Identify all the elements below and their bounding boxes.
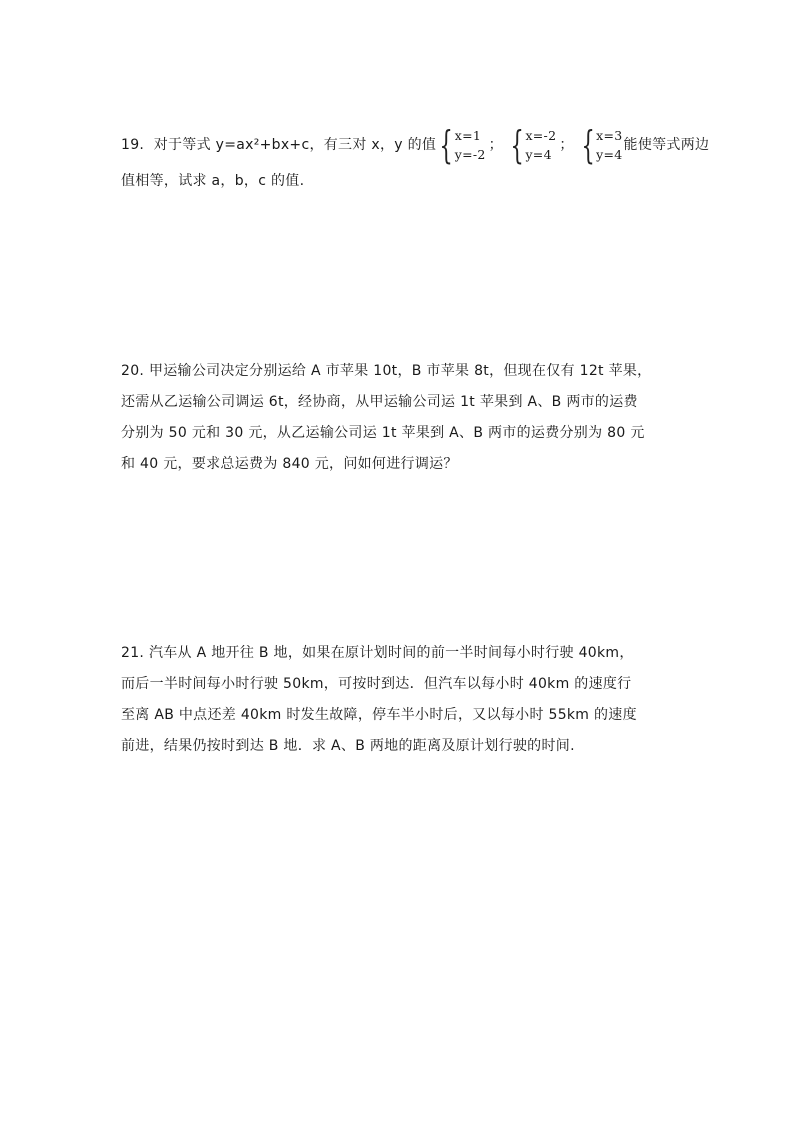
separator: ； xyxy=(488,137,503,153)
equation-system-1 xyxy=(437,123,486,167)
problem-19-intro: 对于等式 y=ax²+bx+c，有三对 x，y 的值 xyxy=(153,137,437,153)
system-3-y: y=4 xyxy=(596,147,623,162)
problem-21-line-2: 而后一半时间每小时行驶 50km，可按时到达．但汽车以每小时 40km 的速度行 xyxy=(121,676,632,692)
problem-21-line-1: 21. 汽车从 A 地开往 B 地，如果在原计划时间的前一半时间每小时行驶 40km， xyxy=(121,645,634,661)
problem-19-line-1 xyxy=(121,123,710,167)
system-3-x: x=3 xyxy=(596,128,623,143)
problem-20-line-2: 还需从乙运输公司调运 6t，经协商，从甲运输公司运 1t 苹果到 A、B 两市的运费 xyxy=(121,394,638,410)
problem-number: 19. xyxy=(121,137,145,153)
problem-19-line-2: 值相等，试求 a，b，c 的值. xyxy=(121,173,305,189)
problem-20-line-1: 20. 甲运输公司决定分别运给 A 市苹果 10t，B 市苹果 8t，但现在仅有 12t 苹果， xyxy=(121,363,652,379)
problem-number: 20. xyxy=(121,363,145,379)
problem-20 xyxy=(121,356,681,480)
equation-system-2 xyxy=(508,123,557,167)
equation-system-3 xyxy=(579,123,623,167)
problem-19 xyxy=(121,123,710,197)
brace-icon: { xyxy=(439,123,454,167)
problem-21 xyxy=(121,638,681,762)
brace-icon: { xyxy=(581,123,595,167)
problem-20-line-4: 和 40 元，要求总运费为 840 元，问如何进行调运？ xyxy=(121,456,458,472)
problem-20-line-3: 分别为 50 元和 30 元，从乙运输公司运 1t 苹果到 A、B 两市的运费分别为 80 元 xyxy=(121,425,645,441)
separator: ； xyxy=(559,137,574,153)
system-1-y: y=-2 xyxy=(454,147,486,162)
problem-19-tail: 能使等式两边 xyxy=(623,137,710,153)
system-1-x: x=1 xyxy=(454,128,482,143)
problem-21-line-3: 至离 AB 中点还差 40km 时发生故障，停车半小时后，又以每小时 55km 的速度 xyxy=(121,707,637,723)
problem-21-line-4: 前进，结果仍按时到达 B 地．求 A、B 两地的距离及原计划行驶的时间. xyxy=(121,738,575,754)
system-2-x: x=-2 xyxy=(525,128,557,143)
brace-icon: { xyxy=(510,123,524,167)
problem-number: 21. xyxy=(121,645,145,661)
system-2-y: y=4 xyxy=(525,147,552,162)
